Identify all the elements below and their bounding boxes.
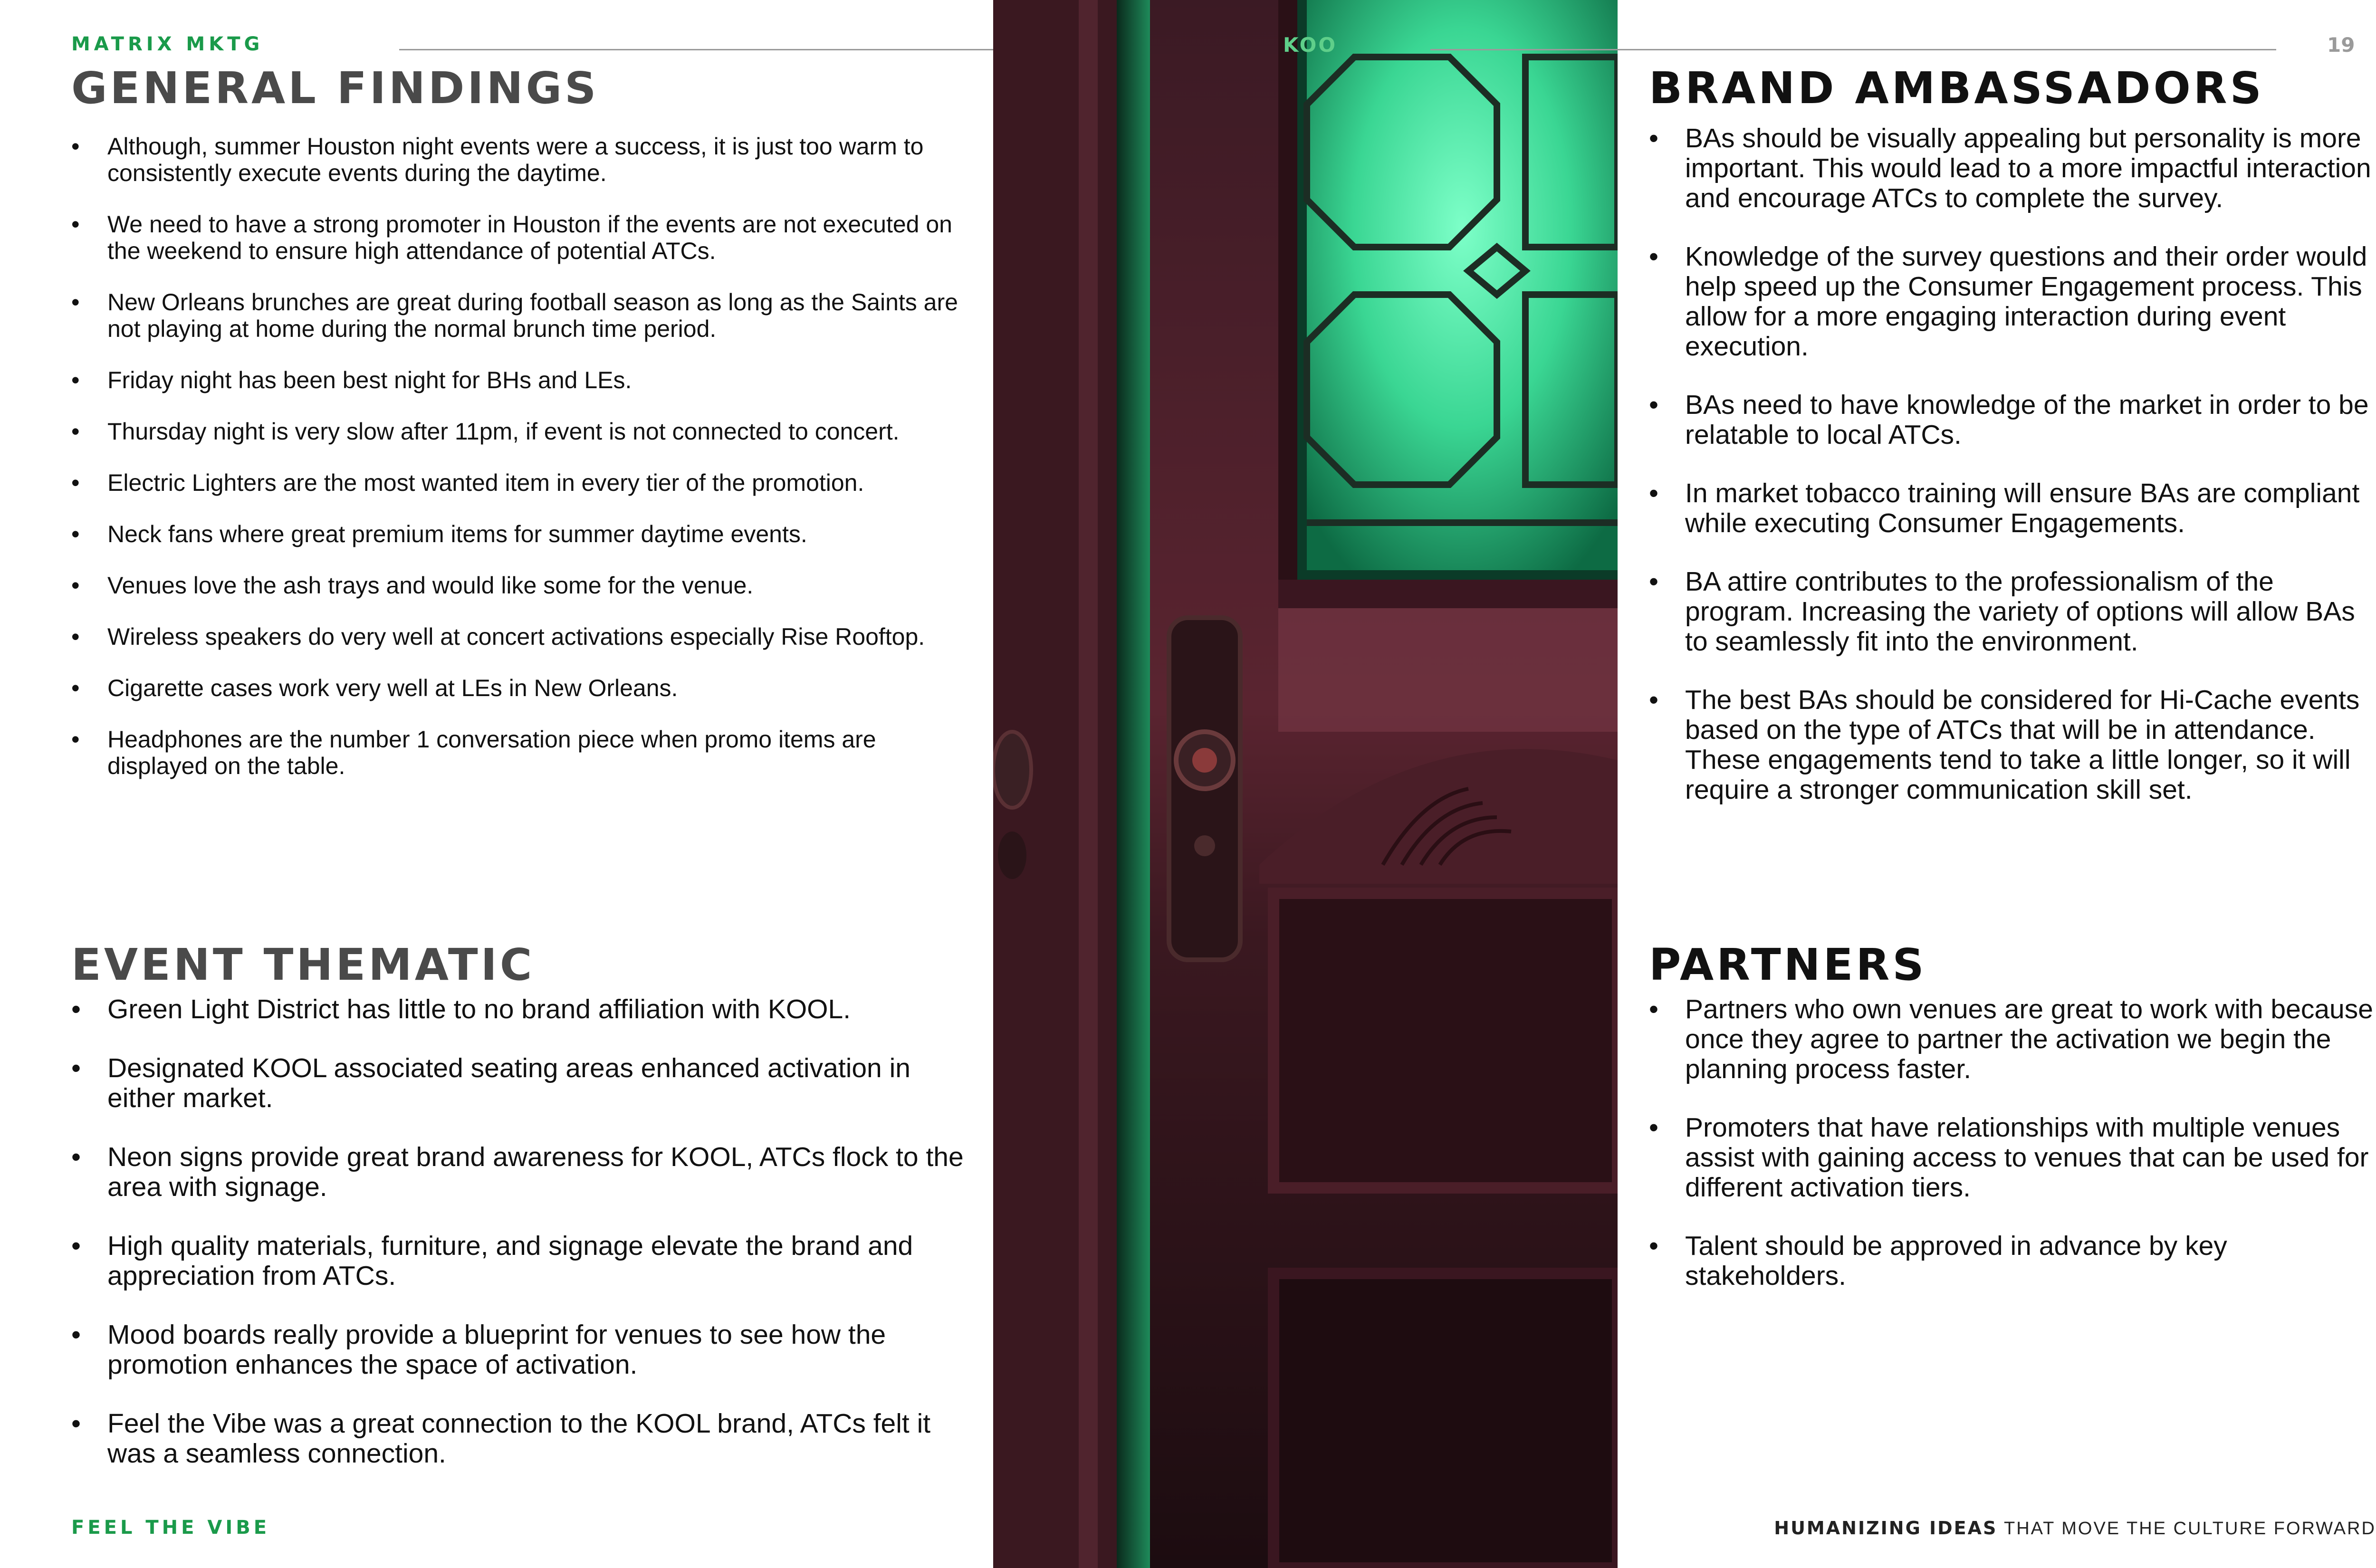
list-item: • Although, summer Houston night events were a success, it is just too warm to consistently execute events during the daytime. <box>71 133 974 186</box>
list-item: • Mood boards really provide a blueprint for venues to see how the promotion enhances the space of activation. <box>71 1320 974 1380</box>
list-item: • Feel the Vibe was a great connection to the KOOL brand, ATCs felt it was a seamless connection. <box>71 1409 974 1469</box>
list-item: • Neon signs provide great brand awareness for KOOL, ATCs flock to the area with signage. <box>71 1142 974 1202</box>
list-item: • The best BAs should be considered for Hi-Cache events based on the type of ATCs that will be in attendance. These engagements tend to take a little longer, so it will require a stronger communication skill set. <box>1649 685 2376 805</box>
general-findings-title: GENERAL FINDINGS <box>71 63 599 114</box>
footer-slogan <box>1774 1518 2376 1539</box>
list-item: • Partners who own venues are great to work with because once they agree to partner the activation we begin the planning process faster. <box>1649 994 2376 1084</box>
list-item: • Knowledge of the survey questions and their order would help speed up the Consumer Engagement process. This allow for a more engaging interaction during event execution. <box>1649 242 2376 362</box>
right-page-label: KOO <box>1283 33 1338 57</box>
footer-tagline: FEEL THE VIBE <box>71 1517 270 1539</box>
list-item: • Talent should be approved in advance by key stakeholders. <box>1649 1231 2376 1291</box>
header-rule-left <box>399 49 1055 50</box>
list-item: • Headphones are the number 1 conversation piece when promo items are displayed on the table. <box>71 726 974 779</box>
list-item: • BA attire contributes to the professionalism of the program. Increasing the variety of options will allow BAs to seamlessly fit into the environment. <box>1649 567 2376 657</box>
footer-slogan-rest: THAT MOVE THE CULTURE FORWARD <box>2003 1519 2376 1539</box>
list-item: • Green Light District has little to no brand affiliation with KOOL. <box>71 994 974 1024</box>
general-findings-list <box>71 133 974 779</box>
general-findings-section <box>71 63 974 804</box>
partners-list <box>1649 994 2376 1291</box>
header-rule-right <box>1430 49 2276 50</box>
list-item: • BAs should be visually appealing but personality is more important. This would lead to a more impactful interaction and encourage ATCs to complete the survey. <box>1649 124 2376 213</box>
footer-slogan-bold: HUMANIZING IDEAS <box>1774 1518 1998 1539</box>
list-item: • New Orleans brunches are great during football season as long as the Saints are not playing at home during the normal brunch time period. <box>71 289 974 342</box>
list-item: • Promoters that have relationships with multiple venues assist with gaining access to venues that can be used for different activation tiers. <box>1649 1113 2376 1203</box>
list-item: • Cigarette cases work very well at LEs in New Orleans. <box>71 675 974 701</box>
list-item: • Designated KOOL associated seating areas enhanced activation in either market. <box>71 1053 974 1113</box>
list-item: • Wireless speakers do very well at concert activations especially Rise Rooftop. <box>71 623 974 650</box>
event-thematic-section <box>71 939 974 1498</box>
door-photo <box>993 0 1618 1568</box>
event-thematic-title: EVENT THEMATIC <box>71 939 535 990</box>
brand-logo-text: MATRIX MKTG <box>71 33 264 55</box>
brand-ambassadors-section <box>1649 63 2376 833</box>
list-item: • High quality materials, furniture, and signage elevate the brand and appreciation from ATCs. <box>71 1231 974 1291</box>
list-item: • Thursday night is very slow after 11pm, if event is not connected to concert. <box>71 418 974 445</box>
list-item: • Neck fans where great premium items for summer daytime events. <box>71 521 974 547</box>
brand-ambassadors-title: BRAND AMBASSADORS <box>1649 63 2264 114</box>
list-item: • BAs need to have knowledge of the market in order to be relatable to local ATCs. <box>1649 390 2376 450</box>
list-item: • Electric Lighters are the most wanted item in every tier of the promotion. <box>71 469 974 496</box>
list-item: • In market tobacco training will ensure BAs are compliant while executing Consumer Engagements. <box>1649 478 2376 538</box>
brand-ambassadors-list <box>1649 124 2376 805</box>
partners-title: PARTNERS <box>1649 939 1927 990</box>
page-number-right: 19 <box>2327 33 2355 57</box>
list-item: • Friday night has been best night for BHs and LEs. <box>71 367 974 393</box>
list-item: • We need to have a strong promoter in Houston if the events are not executed on the weekend to ensure high attendance of potential ATCs. <box>71 211 974 264</box>
event-thematic-list <box>71 994 974 1469</box>
partners-section <box>1649 939 2376 1319</box>
list-item: • Venues love the ash trays and would like some for the venue. <box>71 572 974 599</box>
